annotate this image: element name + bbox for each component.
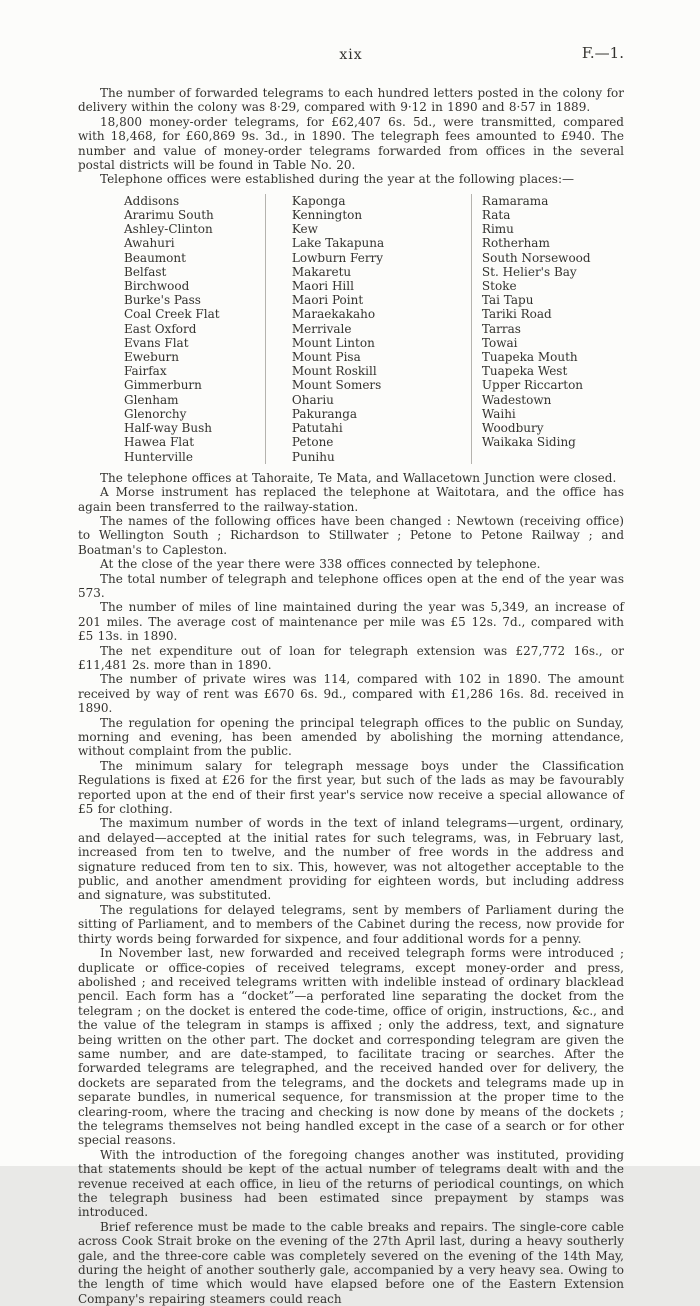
page-number: xix — [339, 47, 363, 63]
office-name: Wadestown — [481, 392, 552, 407]
intro-section — [78, 86, 624, 187]
office-name: Rotherham — [481, 236, 550, 251]
office-name: Mount Roskill — [291, 364, 377, 379]
paragraph: The total number of telegraph and telephone offices open at the end of the year was 573. — [78, 571, 624, 600]
page-header — [78, 44, 624, 70]
office-name: Glenorchy — [124, 406, 187, 421]
office-name: Kennington — [291, 208, 363, 223]
paragraph: The names of the following offices have been changed : Newtown (receiving office) to Wellington South ; Richardson to Stillwater ; Petone to Petone Railway ; and Boatman's to Capleston. — [78, 513, 624, 557]
office-name: Punihu — [291, 449, 335, 464]
office-name: Fairfax — [124, 364, 167, 379]
office-name: Rimu — [481, 222, 514, 237]
office-name: Glenham — [124, 392, 179, 407]
paragraph: The maximum number of words in the text of inland telegrams—urgent, ordinary, and delayed—accepted at the initial rates for such telegrams, was, in February last, increased from ten to twelve, and the number of free words in the address and signature reduced from ten to six. This, however, was not altogether acceptable to the public, and another amendment providing for eighteen words, but including address and signature, was substituted. — [78, 816, 624, 903]
office-name: Mount Pisa — [291, 350, 361, 365]
paragraph: At the close of the year there were 338 offices connected by telephone. — [100, 557, 541, 572]
office-name: Petone — [291, 435, 334, 450]
paragraph: The number of forwarded telegrams to each hundred letters posted in the colony for delivery within the colony was 8·29, compared with 9·12 in 1890 and 8·57 in 1889. — [78, 86, 624, 115]
office-name: Eweburn — [124, 350, 180, 365]
office-name: Kew — [291, 222, 318, 237]
office-name: Tuapeka West — [481, 364, 568, 379]
office-name: St. Helier's Bay — [481, 264, 577, 279]
office-name: Hunterville — [124, 449, 193, 464]
office-name: Burke's Pass — [124, 293, 201, 308]
office-column-1 — [124, 194, 265, 464]
office-column-3 — [471, 194, 614, 464]
office-name: Coal Creek Flat — [124, 307, 220, 322]
office-name: Ohariu — [291, 392, 334, 407]
paragraph: A Morse instrument has replaced the telephone at Waitotara, and the office has again been transferred to the railway-station. — [78, 485, 624, 514]
office-name: Tuapeka Mouth — [481, 350, 578, 365]
office-name: Kaponga — [291, 193, 346, 208]
office-name: Waikaka Siding — [481, 435, 576, 450]
office-name: Ashley-Clinton — [124, 222, 213, 237]
paragraph: Brief reference must be made to the cable breaks and repairs. The single-core cable across Cook Strait broke on the evening of the 27th April last, during a heavy southerly gale, and the three-core cable was completely severed on the evening of the 14th May, during the height of another southerly gale, accompanied by a very heavy sea. Owing to the length of time which would have elapsed before one of the Eastern Extension Company's repairing steamers could reach — [78, 1219, 624, 1306]
paragraph: 18,800 money-order telegrams, for £62,407 6s. 5d., were transmitted, compared with 18,468, for £60,869 9s. 3d., in 1890. The telegraph fees amounted to £940. The number and value of money-order telegrams forwarded from offices in the several postal districts will be found in Table No. 20. — [78, 114, 624, 173]
office-name: Ararimu South — [124, 208, 214, 223]
paragraph: In November last, new forwarded and received telegraph forms were introduced ; duplicate or office-copies of received telegrams, except money-order and press, abolished ; and received telegrams written with indelible instead of ordinary blacklead pencil. Each form has a “docket”—a perforated line separating the docket from the telegram ; on the docket is entered the code-time, office of origin, instructions, &c., and the value of the telegram in stamps is affixed ; only the address, text, and signature being written on the other part. The docket and corresponding telegram are given the same number, and are date-stamped, to facilitate tracing or searches. After the forwarded telegrams are telegraphed, and the received handed over for delivery, the dockets are separated from the telegrams, and the dockets and telegrams made up in separate bundles, in numerical sequence, for transmission at the proper time to the clearing-room, where the tracing and checking is now done by means of the dockets ; the telegrams themselves not being handled except in the case of a search or for other special reasons. — [78, 946, 624, 1148]
office-name: Patutahi — [291, 421, 343, 436]
paragraph: The regulations for delayed telegrams, sent by members of Parliament during the sitting of Parliament, and to members of the Cabinet during the recess, now provide for thirty words being forwarded for sixpence, and four additional words for a penny. — [78, 902, 624, 946]
office-name: Maraekakaho — [291, 307, 376, 322]
office-name: Mount Somers — [291, 378, 382, 393]
office-name: Belfast — [124, 264, 167, 279]
office-name: Lake Takapuna — [291, 236, 385, 251]
office-name: Ramarama — [481, 193, 549, 208]
telephone-office-list — [124, 194, 614, 464]
office-name: East Oxford — [124, 321, 197, 336]
office-name: Half-way Bush — [124, 421, 212, 436]
office-name: Stoke — [481, 279, 517, 294]
office-name: Pakuranga — [291, 406, 358, 421]
body-section — [78, 471, 624, 1306]
office-name: Birchwood — [124, 279, 190, 294]
office-name: Maori Point — [291, 293, 364, 308]
paragraph: The number of miles of line maintained during the year was 5,349, an increase of 201 miles. The average cost of maintenance per mile was £5 12s. 7d., compared with £5 13s. in 1890. — [78, 600, 624, 644]
office-name: Waihi — [481, 406, 516, 421]
office-name: Makaretu — [291, 264, 352, 279]
office-name: Gimmerburn — [124, 378, 202, 393]
office-column-2 — [265, 194, 471, 464]
office-name: Tarras — [481, 321, 521, 336]
office-name: Rata — [481, 208, 511, 223]
paragraph: Telephone offices were established during the year at the following places:— — [100, 172, 574, 187]
paragraph: With the introduction of the foregoing changes another was instituted, providing that statements should be kept of the actual number of telegrams dealt with and the revenue received at each office, in lieu of the returns of periodical countings, on which the telegraph business had been estimated since prepayment by stamps was introduced. — [78, 1147, 624, 1220]
office-name: Awahuri — [124, 236, 175, 251]
doc-reference: F.—1. — [581, 44, 624, 62]
office-name: Woodbury — [481, 421, 544, 436]
office-name: South Norsewood — [481, 250, 591, 265]
office-name: Addisons — [124, 193, 180, 208]
office-name: Upper Riccarton — [481, 378, 584, 393]
office-name: Tariki Road — [481, 307, 552, 322]
paragraph: The net expenditure out of loan for telegraph extension was £27,772 16s., or £11,481 2s. more than in 1890. — [78, 643, 624, 672]
office-name: Tai Tapu — [481, 293, 534, 308]
office-name: Towai — [481, 335, 518, 350]
paragraph: The minimum salary for telegraph message boys under the Classification Regulations is fixed at £26 for the first year, but such of the lads as may be favourably reported upon at the end of their first year's service now receive a special allowance of £5 for clothing. — [78, 758, 624, 817]
office-name: Beaumont — [124, 250, 186, 265]
paragraph: The regulation for opening the principal telegraph offices to the public on Sunday, morning and evening, has been amended by abolishing the morning attendance, without complaint from the public. — [78, 715, 624, 759]
paragraph: The number of private wires was 114, compared with 102 in 1890. The amount received by way of rent was £670 6s. 9d., compared with £1,286 16s. 8d. received in 1890. — [78, 672, 624, 716]
office-name: Mount Linton — [291, 335, 375, 350]
office-name: Maori Hill — [291, 279, 354, 294]
office-name: Hawea Flat — [124, 435, 195, 450]
paragraph: The telephone offices at Tahoraite, Te Mata, and Wallacetown Junction were closed. — [100, 470, 617, 485]
office-name: Merrivale — [291, 321, 352, 336]
office-name: Lowburn Ferry — [291, 250, 384, 265]
office-name: Evans Flat — [124, 335, 189, 350]
